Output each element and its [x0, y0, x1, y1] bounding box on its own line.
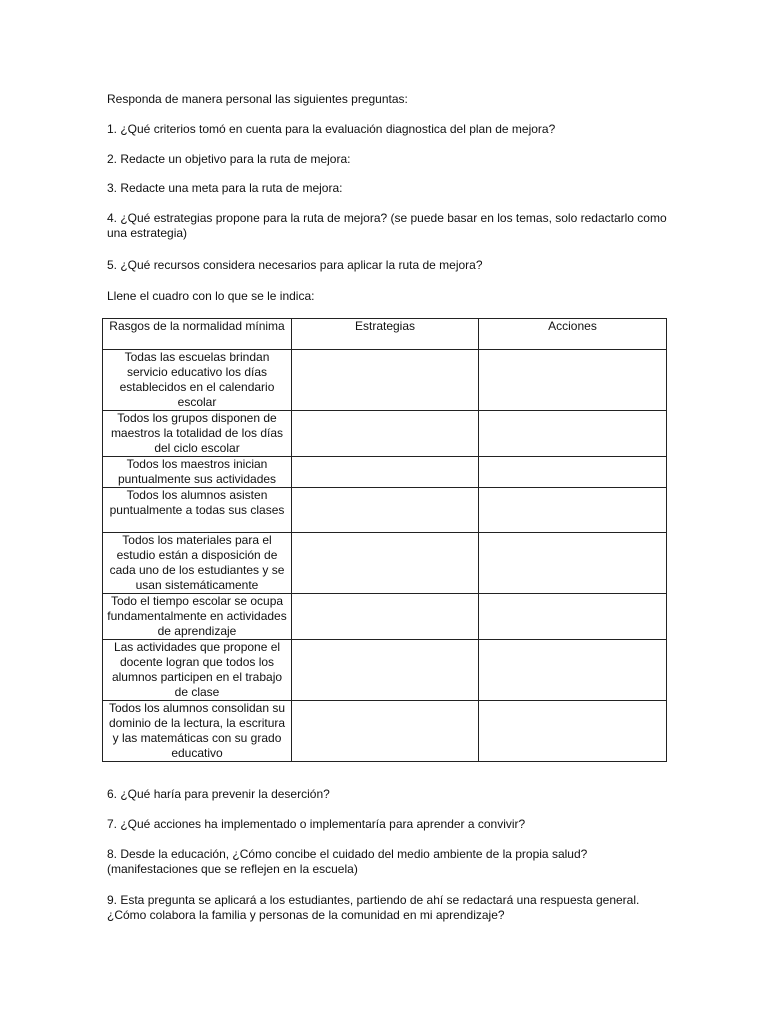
table-row	[103, 533, 667, 594]
acciones-cell[interactable]	[479, 533, 667, 594]
estrategias-cell[interactable]	[292, 411, 479, 457]
estrategias-cell[interactable]	[292, 640, 479, 701]
rasgo-cell: Todos los alumnos asisten puntualmente a todas sus clases	[103, 488, 292, 533]
rasgo-cell: Todos los grupos disponen de maestros la totalidad de los días del ciclo escolar	[103, 411, 292, 457]
estrategias-cell[interactable]	[292, 701, 479, 762]
rasgo-cell: Todos los maestros inician puntualmente sus actividades	[103, 457, 292, 488]
rasgo-cell: Todos los materiales para el estudio están a disposición de cada uno de los estudiantes y se usan sistemáticamente	[103, 533, 292, 594]
acciones-cell[interactable]	[479, 350, 667, 411]
rasgo-cell: Las actividades que propone el docente logran que todos los alumnos participen en el trabajo de clase	[103, 640, 292, 701]
question-4: 4. ¿Qué estrategias propone para la ruta de mejora? (se puede basar en los temas, solo redactarlo como una estrategia)	[107, 211, 667, 240]
table-row	[103, 488, 667, 533]
question-1: 1. ¿Qué criterios tomó en cuenta para la evaluación diagnostica del plan de mejora?	[107, 122, 556, 136]
acciones-cell[interactable]	[479, 411, 667, 457]
rasgo-cell: Todo el tiempo escolar se ocupa fundamentalmente en actividades de aprendizaje	[103, 594, 292, 640]
question-8: 8. Desde la educación, ¿Cómo concibe el cuidado del medio ambiente de la propia salud? (manifestaciones que se reflejen en la escuela)	[107, 847, 588, 876]
normalidad-minima-table	[102, 318, 667, 762]
table-row	[103, 594, 667, 640]
estrategias-cell[interactable]	[292, 594, 479, 640]
acciones-cell[interactable]	[479, 701, 667, 762]
table-row	[103, 411, 667, 457]
intro-text: Responda de manera personal las siguientes preguntas:	[107, 92, 408, 106]
question-2: 2. Redacte un objetivo para la ruta de mejora:	[107, 152, 351, 166]
acciones-cell[interactable]	[479, 594, 667, 640]
question-9: 9. Esta pregunta se aplicará a los estudiantes, partiendo de ahí se redactará una respuesta general. ¿Cómo colabora la familia y personas de la comunidad en mi aprendizaje?	[107, 893, 640, 922]
table-header-row	[103, 319, 667, 350]
table-row	[103, 350, 667, 411]
table-instruction: Llene el cuadro con lo que se le indica:	[107, 289, 315, 303]
rasgo-cell: Todas las escuelas brindan servicio educativo los días establecidos en el calendario escolar	[103, 350, 292, 411]
rasgo-cell: Todos los alumnos consolidan su dominio de la lectura, la escritura y las matemáticas con su grado educativo	[103, 701, 292, 762]
question-6: 6. ¿Qué haría para prevenir la deserción?	[107, 787, 330, 801]
question-5: 5. ¿Qué recursos considera necesarios para aplicar la ruta de mejora?	[107, 258, 483, 272]
question-7: 7. ¿Qué acciones ha implementado o implementaría para aprender a convivir?	[107, 817, 526, 831]
header-acciones: Acciones	[479, 319, 667, 350]
table-row	[103, 457, 667, 488]
estrategias-cell[interactable]	[292, 533, 479, 594]
estrategias-cell[interactable]	[292, 350, 479, 411]
table-row	[103, 640, 667, 701]
question-3: 3. Redacte una meta para la ruta de mejora:	[107, 181, 343, 195]
estrategias-cell[interactable]	[292, 457, 479, 488]
acciones-cell[interactable]	[479, 457, 667, 488]
acciones-cell[interactable]	[479, 488, 667, 533]
header-estrategias: Estrategias	[292, 319, 479, 350]
estrategias-cell[interactable]	[292, 488, 479, 533]
table-row	[103, 701, 667, 762]
header-rasgos: Rasgos de la normalidad mínima	[103, 319, 292, 350]
acciones-cell[interactable]	[479, 640, 667, 701]
